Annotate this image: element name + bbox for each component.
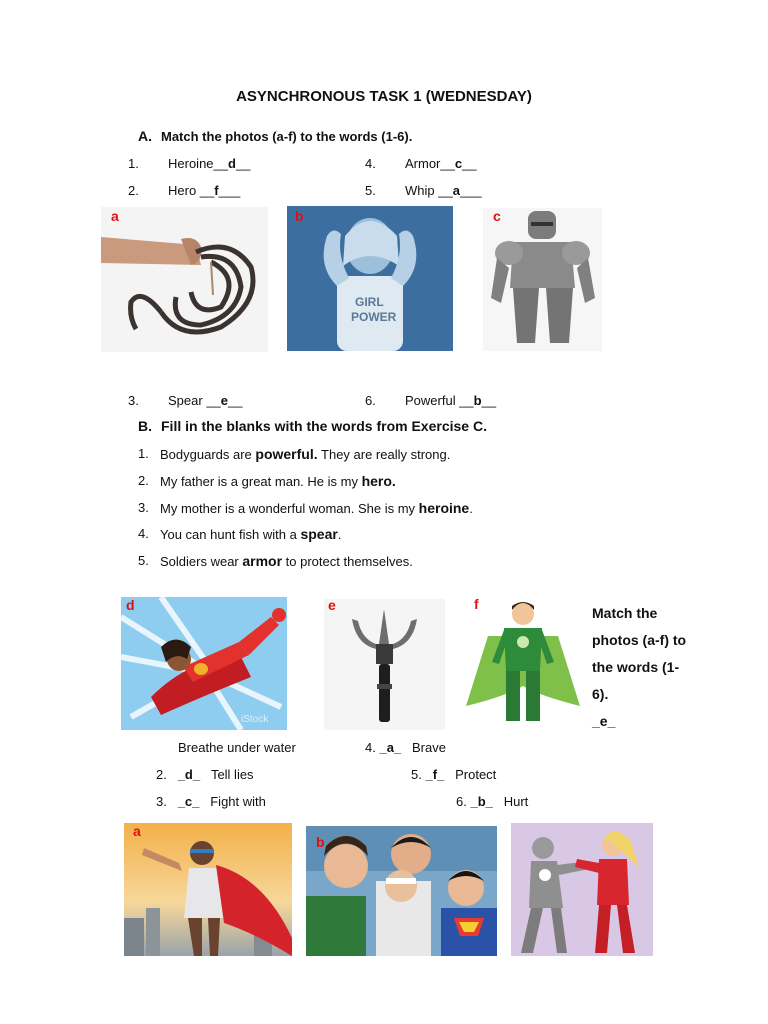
photo-caped-girl bbox=[124, 823, 292, 956]
page-title: ASYNCHRONOUS TASK 1 (WEDNESDAY) bbox=[236, 88, 532, 105]
photo-armor bbox=[483, 208, 602, 351]
match-item-spear: Spear __e__ bbox=[168, 393, 243, 408]
item-number: 3. bbox=[128, 393, 139, 408]
match-c-item-brave: 4. _a_ Brave bbox=[365, 740, 446, 755]
photo-strong-girl bbox=[287, 206, 453, 351]
match-item-armor: Armor__c__ bbox=[405, 156, 477, 171]
svg-text:GIRL: GIRL bbox=[355, 295, 384, 309]
match-c-item-fight-with: 3. _c_ Fight with bbox=[156, 794, 266, 809]
section-b-instruction: Fill in the blanks with the words from Exercise C. bbox=[161, 418, 487, 434]
match-c-item-protect: 5. _f_ Protect bbox=[411, 767, 497, 782]
sentence-number: 5. bbox=[138, 553, 149, 568]
photo-label-e: e bbox=[328, 597, 336, 613]
photo-label-a: a bbox=[111, 208, 119, 224]
side-answer: _e_ bbox=[592, 713, 616, 729]
photo-heroine bbox=[121, 597, 287, 730]
sentence-number: 3. bbox=[138, 500, 149, 515]
item-number: 1. bbox=[128, 156, 139, 171]
section-b-letter: B. bbox=[138, 418, 152, 434]
sentence-5: Soldiers wear armor to protect themselves. bbox=[160, 553, 413, 569]
match-c-item-hurt: 6. _b_ Hurt bbox=[456, 794, 529, 809]
side-instruction: Match the photos (a-f) to the words (1-6). _e_ bbox=[592, 600, 692, 735]
photo-label-a-bottom: a bbox=[133, 823, 141, 839]
svg-text:POWER: POWER bbox=[351, 310, 397, 324]
match-c-item-breathe: Breathe under water bbox=[178, 740, 296, 755]
section-a-instruction: Match the photos (a-f) to the words (1-6). bbox=[161, 129, 413, 144]
photo-label-b: b bbox=[295, 208, 304, 224]
section-a-letter: A. bbox=[138, 128, 152, 144]
photo-label-f: f bbox=[474, 596, 479, 612]
photo-label-c: c bbox=[493, 208, 501, 224]
photo-hero bbox=[466, 596, 580, 727]
match-c-item-tell-lies: 2. _d_ Tell lies bbox=[156, 767, 254, 782]
sentence-4: You can hunt fish with a spear. bbox=[160, 526, 342, 542]
item-number: 6. bbox=[365, 393, 376, 408]
item-number: 5. bbox=[365, 183, 376, 198]
match-item-hero: Hero __f___ bbox=[168, 183, 241, 198]
sentence-number: 2. bbox=[138, 473, 149, 488]
match-item-heroine: Heroine__d__ bbox=[168, 156, 251, 171]
photo-label-d: d bbox=[126, 597, 135, 613]
sentence-1: Bodyguards are powerful. They are really strong. bbox=[160, 446, 451, 462]
sentence-number: 1. bbox=[138, 446, 149, 461]
item-number: 2. bbox=[128, 183, 139, 198]
photo-watermark: iStock bbox=[241, 714, 269, 725]
item-number: 4. bbox=[365, 156, 376, 171]
match-item-whip: Whip __a___ bbox=[405, 183, 482, 198]
photo-label-b-bottom: b bbox=[316, 834, 325, 850]
match-item-powerful: Powerful __b__ bbox=[405, 393, 497, 408]
sentence-number: 4. bbox=[138, 526, 149, 541]
sentence-2: My father is a great man. He is my hero. bbox=[160, 473, 396, 489]
photo-whip bbox=[101, 207, 268, 352]
photo-hurt-heroes bbox=[306, 826, 497, 956]
sentence-3: My mother is a wonderful woman. She is my heroine. bbox=[160, 500, 473, 516]
photo-spear bbox=[324, 599, 445, 730]
photo-fighting-heroes bbox=[511, 823, 653, 956]
